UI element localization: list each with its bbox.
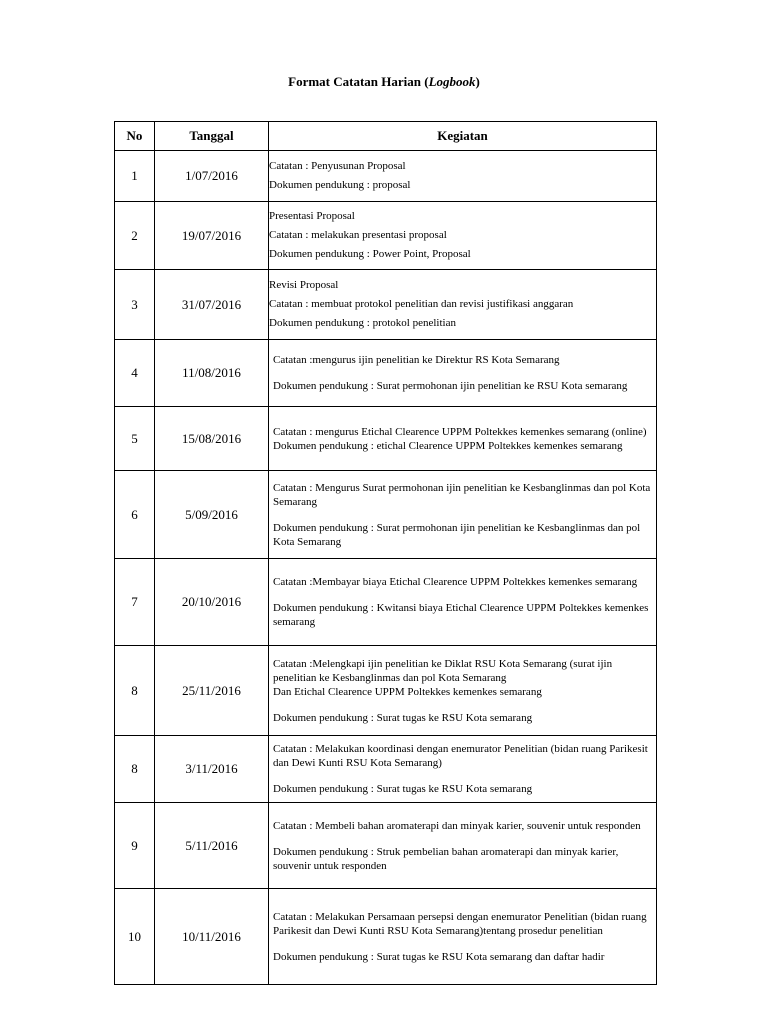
row-activity [269,270,657,340]
activity-line: Presentasi Proposal [269,210,355,222]
row-date: 20/10/2016 [155,559,269,646]
table-row [115,202,657,270]
row-number: 4 [115,340,155,407]
row-number: 2 [115,202,155,270]
row-activity [269,202,657,270]
document-title [0,74,768,90]
row-number: 7 [115,559,155,646]
table-row [115,736,657,803]
row-activity [269,151,657,202]
row-activity [269,340,657,407]
row-number: 8 [115,646,155,736]
row-number: 8 [115,736,155,803]
activity-line: Dokumen pendukung : Surat permohonan ijin penelitian ke RSU Kota semarang [273,380,628,392]
activity-line: Catatan :Membayar biaya Etichal Clearence UPPM Poltekkes kemenkes semarang [273,576,638,588]
row-date: 31/07/2016 [155,270,269,340]
activity-line: Catatan :mengurus ijin penelitian ke Direktur RS Kota Semarang [273,354,560,366]
activity-line: Dokumen pendukung : proposal [269,179,411,191]
row-number: 5 [115,407,155,471]
row-number: 6 [115,471,155,559]
header-date: Tanggal [155,122,269,151]
activity-line: Dokumen pendukung : Surat tugas ke RSU Kota semarang [273,711,533,724]
activity-spacer [273,509,652,521]
activity-line: Dokumen pendukung : Kwitansi biaya Etichal Clearence UPPM Poltekkes kemenkes semarang [273,602,649,628]
activity-line: Dokumen pendukung : Surat permohonan ijin penelitian ke Kesbanglinmas dan pol Kota Semarang [273,521,641,548]
activity-line: Dan Etichal Clearence UPPM Poltekkes kemenkes semarang [273,685,542,698]
table-row [115,559,657,646]
table-row [115,151,657,202]
row-number: 9 [115,803,155,889]
row-date: 5/11/2016 [155,803,269,889]
row-date: 11/08/2016 [155,340,269,407]
row-activity [269,889,657,985]
table-row [115,407,657,471]
activity-line: Catatan : Melakukan koordinasi dengan enemurator Penelitian (bidan ruang Parikesit dan Dewi Kunti RSU Kota Semarang) [273,743,648,769]
logbook-table [114,121,657,985]
activity-line: Catatan : Penyusunan Proposal [269,160,406,172]
activity-line: Catatan : Mengurus Surat permohonan ijin penelitian ke Kesbanglinmas dan pol Kota Semarang [273,481,651,508]
activity-spacer [273,699,652,711]
activity-line: Catatan : membuat protokol penelitian dan revisi justifikasi anggaran [269,298,574,310]
activity-line: Dokumen pendukung : Power Point, Proposal [269,248,471,260]
activity-line: Dokumen pendukung : protokol penelitian [269,317,456,329]
row-activity [269,471,657,559]
row-activity [269,646,657,736]
title-text: Format Catatan Harian ( [288,74,429,89]
activity-line: Dokumen pendukung : Surat tugas ke RSU Kota semarang [273,783,533,795]
row-number: 1 [115,151,155,202]
row-date: 19/07/2016 [155,202,269,270]
activity-spacer [273,367,652,379]
activity-spacer [273,938,652,950]
table-row [115,340,657,407]
activity-line: Dokumen pendukung : Surat tugas ke RSU Kota semarang dan daftar hadir [273,950,605,963]
activity-line: Catatan : melakukan presentasi proposal [269,229,447,241]
table-body [115,151,657,985]
row-date: 1/07/2016 [155,151,269,202]
table-row [115,803,657,889]
table-header-row [115,122,657,151]
table-row [115,270,657,340]
activity-spacer [273,770,652,782]
activity-line: Catatan : Melakukan Persamaan persepsi dengan enemurator Penelitian (bidan ruang Parikesit dan Dewi Kunti RSU Kota Semarang)tentang prosedur penelitian [273,910,647,937]
row-date: 25/11/2016 [155,646,269,736]
activity-line: Catatan : mengurus Etichal Clearence UPPM Poltekkes kemenkes semarang (online) [273,425,647,438]
table-row [115,889,657,985]
row-number: 10 [115,889,155,985]
activity-line: Revisi Proposal [269,279,339,291]
title-close-text: ) [475,74,480,89]
activity-line: Dokumen pendukung : etichal Clearence UPPM Poltekkes kemenkes semarang [273,439,623,452]
row-activity [269,736,657,803]
row-date: 15/08/2016 [155,407,269,471]
activity-line: Catatan : Membeli bahan aromaterapi dan minyak karier, souvenir untuk responden [273,819,641,832]
row-activity [269,803,657,889]
header-no: No [115,122,155,151]
row-date: 5/09/2016 [155,471,269,559]
row-date: 10/11/2016 [155,889,269,985]
row-activity [269,407,657,471]
activity-spacer [273,589,652,601]
row-number: 3 [115,270,155,340]
title-italic-text: Logbook [428,74,476,89]
activity-spacer [273,833,652,845]
table-row [115,646,657,736]
row-date: 3/11/2016 [155,736,269,803]
activity-line: Catatan :Melengkapi ijin penelitian ke Diklat RSU Kota Semarang (surat ijin penelitian ke Kesbanglinmas dan pol Kota Semarang [273,657,613,684]
row-activity [269,559,657,646]
activity-line: Dokumen pendukung : Struk pembelian bahan aromaterapi dan minyak karier, souvenir untuk responden [273,845,619,872]
table-row [115,471,657,559]
header-activity: Kegiatan [269,122,657,151]
